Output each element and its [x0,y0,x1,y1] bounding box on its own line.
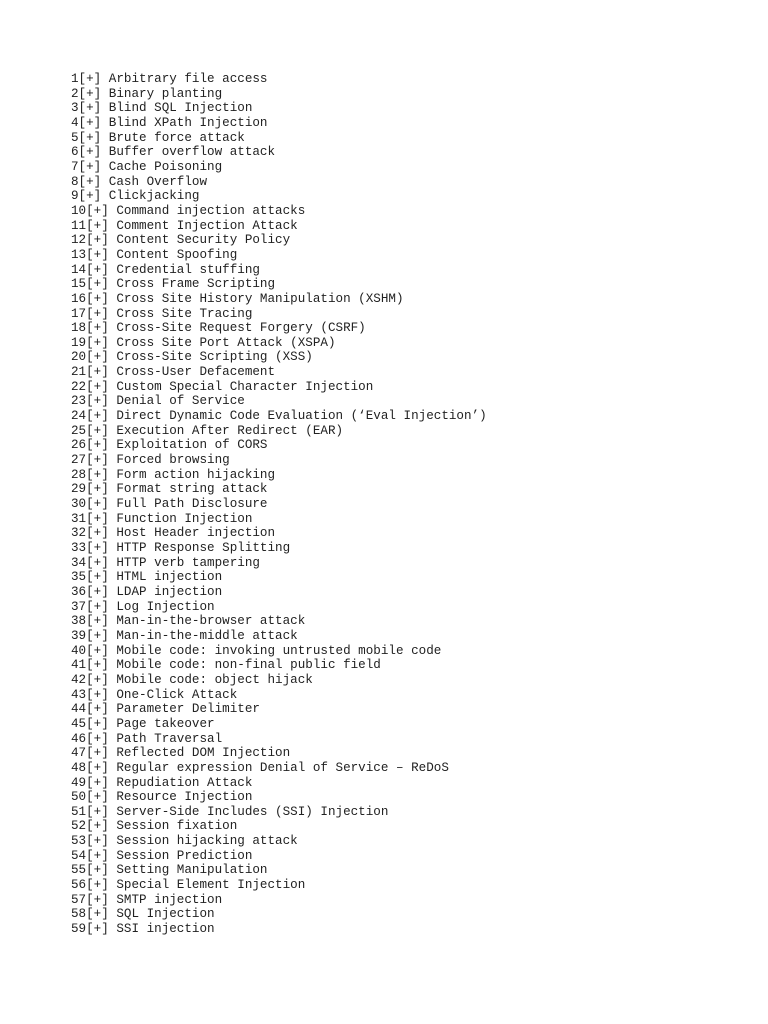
list-item: 10[+] Command injection attacks [71,203,306,218]
list-item: 48[+] Regular expression Denial of Service – ReDoS [71,760,449,775]
list-item: 41[+] Mobile code: non-final public field [71,658,381,673]
list-item: 33[+] HTTP Response Splitting [71,541,291,555]
list-item: 16[+] Cross Site History Manipulation (XSHM) [71,291,404,306]
list-item: 55[+] Setting Manipulation [71,863,268,878]
list-item: 2[+] Binary planting [71,86,223,101]
list-item: 12[+] Content Security Policy [71,233,291,248]
list-item: 36[+] LDAP injection [71,584,223,599]
list-item: 50[+] Resource Injection [71,790,253,805]
list-item: 3[+] Blind SQL Injection [71,101,253,116]
list-item: 58[+] SQL Injection [71,907,215,922]
list-item: 6[+] Buffer overflow attack [71,145,276,160]
list-item: 1[+] Arbitrary file access [71,72,268,86]
list-item: 20[+] Cross-Site Scripting (XSS) [71,350,313,365]
list-item: 13[+] Content Spoofing [71,247,238,262]
list-item: 43[+] One-Click Attack [71,687,238,702]
list-item: 35[+] HTML injection [71,570,223,585]
list-item: 8[+] Cash Overflow [71,174,208,189]
list-item: 56[+] Special Element Injection [71,878,306,893]
list-item: 14[+] Credential stuffing [71,262,260,277]
list-item: 57[+] SMTP injection [71,892,223,907]
list-item: 40[+] Mobile code: invoking untrusted mobile code [71,643,442,658]
list-item: 45[+] Page takeover [71,716,215,731]
list-item: 28[+] Form action hijacking [71,467,276,482]
list-item: 7[+] Cache Poisoning [71,159,223,174]
list-item: 23[+] Denial of Service [71,394,245,409]
list-item: 59[+] SSI injection [71,922,215,937]
list-item: 25[+] Execution After Redirect (EAR) [71,423,344,438]
list-item: 5[+] Brute force attack [71,130,245,145]
list-item: 4[+] Blind XPath Injection [71,115,268,130]
list-item: 49[+] Repudiation Attack [71,775,253,790]
list-item: 30[+] Full Path Disclosure [71,497,268,512]
list-item: 19[+] Cross Site Port Attack (XSPA) [71,335,336,350]
list-item: 38[+] Man-in-the-browser attack [71,614,306,629]
list-item: 18[+] Cross-Site Request Forgery (CSRF) [71,321,366,336]
list-item: 44[+] Parameter Delimiter [71,702,260,717]
list-item: 15[+] Cross Frame Scripting [71,277,276,292]
list-item: 34[+] HTTP verb tampering [71,555,260,570]
list-item: 31[+] Function Injection [71,511,253,526]
list-item: 42[+] Mobile code: object hijack [71,672,313,687]
document-page [71,72,751,937]
list-item: 11[+] Comment Injection Attack [71,218,298,233]
list-item: 27[+] Forced browsing [71,453,230,468]
list-item: 17[+] Cross Site Tracing [71,306,253,321]
list-item: 22[+] Custom Special Character Injection [71,379,374,394]
list-item: 46[+] Path Traversal [71,731,223,746]
list-item: 37[+] Log Injection [71,599,215,614]
list-item: 51[+] Server-Side Includes (SSI) Injection [71,804,389,819]
list-item: 39[+] Man-in-the-middle attack [71,628,298,643]
list-item: 47[+] Reflected DOM Injection [71,746,291,761]
list-item: 29[+] Format string attack [71,482,268,497]
list-item: 52[+] Session fixation [71,819,238,834]
list-item: 21[+] Cross-User Defacement [71,365,276,380]
list-item: 32[+] Host Header injection [71,526,276,541]
list-item: 9[+] Clickjacking [71,189,200,204]
list-item: 26[+] Exploitation of CORS [71,438,268,453]
list-item: 53[+] Session hijacking attack [71,834,298,849]
list-item: 54[+] Session Prediction [71,848,253,863]
list-item: 24[+] Direct Dynamic Code Evaluation (‘Eval Injection’) [71,409,487,424]
